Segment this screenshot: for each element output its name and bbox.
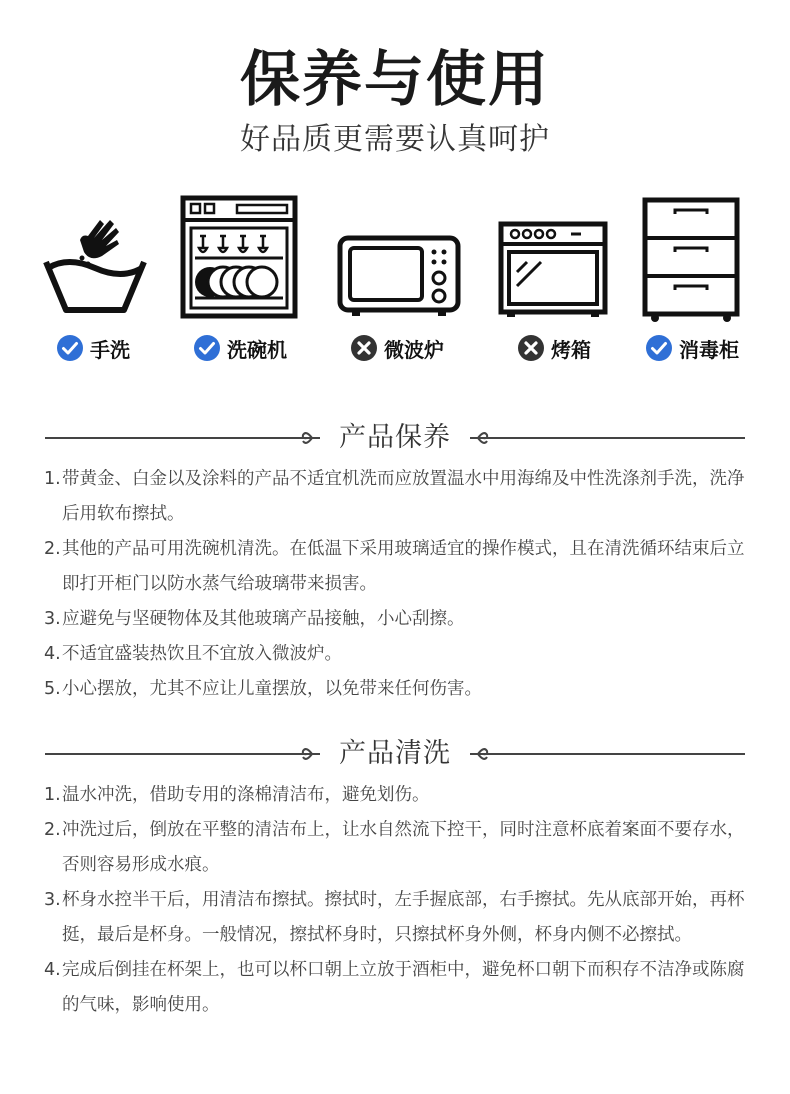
item-number: 4. (44, 644, 61, 664)
care-label-text: 烤箱 (551, 337, 591, 362)
divider-line (45, 437, 300, 439)
section-heading-maintenance (40, 416, 750, 460)
section-title: 产品保养 (339, 422, 451, 453)
care-label (322, 330, 472, 366)
care-label (617, 330, 767, 366)
oven-icon (479, 190, 629, 325)
check-circle-icon (645, 334, 673, 362)
divider-line (490, 437, 745, 439)
care-label-text: 微波炉 (384, 337, 444, 362)
item-text: 温水冲洗，借助专用的涤棉清洁布，避免划伤。 (62, 785, 430, 805)
care-label-text: 洗碗机 (227, 337, 287, 362)
care-label (165, 330, 315, 366)
ornament-icon (298, 426, 322, 450)
cross-circle-icon (517, 334, 545, 362)
cross-circle-icon (350, 334, 378, 362)
section-heading-cleaning (40, 732, 750, 776)
list-item (44, 778, 750, 813)
dishwasher-icon (165, 190, 315, 325)
care-label-text: 消毒柜 (679, 337, 739, 362)
page-subtitle: 好品质更需要认真呵护 (240, 122, 550, 157)
section-title: 产品清洗 (339, 738, 451, 769)
care-label (18, 330, 168, 366)
item-number: 3. (44, 609, 61, 629)
list-item (44, 953, 750, 1023)
care-item-oven (479, 190, 629, 370)
item-number: 4. (44, 960, 61, 980)
item-text: 不适宜盛装热饮且不宜放入微波炉。 (62, 644, 342, 664)
list-item (44, 883, 750, 953)
care-item-hand-wash (18, 190, 168, 370)
list-item (44, 672, 750, 707)
item-number: 5. (44, 679, 61, 699)
ornament-icon (298, 742, 322, 766)
care-label (479, 330, 629, 366)
list-item (44, 637, 750, 672)
check-circle-icon (56, 334, 84, 362)
care-item-microwave (322, 190, 472, 370)
check-circle-icon (193, 334, 221, 362)
item-number: 1. (44, 469, 61, 489)
maintenance-list (44, 462, 750, 707)
item-number: 2. (44, 820, 61, 840)
ornament-icon (468, 426, 492, 450)
care-item-dishwasher (165, 190, 315, 370)
item-text: 其他的产品可用洗碗机清洗。在低温下采用玻璃适宜的操作模式，且在清洗循环结束后立即打开柜门以防水蒸气给玻璃带来损害。 (62, 539, 745, 594)
list-item (44, 813, 750, 883)
item-text: 杯身水控半干后，用清洁布擦拭。擦拭时，左手握底部，右手擦拭。先从底部开始，再杯挺，最后是杯身。一般情况，擦拭杯身时，只擦拭杯身外侧，杯身内侧不必擦拭。 (62, 890, 745, 945)
list-item (44, 532, 750, 602)
item-number: 2. (44, 539, 61, 559)
list-item (44, 462, 750, 532)
page-title: 保养与使用 (240, 45, 550, 115)
item-text: 应避免与坚硬物体及其他玻璃产品接触，小心刮擦。 (62, 609, 465, 629)
item-text: 小心摆放，尤其不应让儿童摆放，以免带来任何伤害。 (62, 679, 482, 699)
item-text: 完成后倒挂在杯架上，也可以杯口朝上立放于酒柜中，避免杯口朝下而积存不洁净或陈腐的气味，影响使用。 (62, 960, 745, 1015)
sterilizer-cabinet-icon (625, 190, 775, 325)
hand-wash-icon (18, 190, 168, 325)
ornament-icon (468, 742, 492, 766)
care-item-sterilizer-cabinet (625, 190, 775, 370)
divider-line (45, 753, 300, 755)
cleaning-list (44, 778, 750, 1023)
divider-line (490, 753, 745, 755)
item-number: 3. (44, 890, 61, 910)
item-text: 带黄金、白金以及涂料的产品不适宜机洗而应放置温水中用海绵及中性洗涤剂手洗，洗净后用软布擦拭。 (62, 469, 745, 524)
item-number: 1. (44, 785, 61, 805)
item-text: 冲洗过后，倒放在平整的清洁布上，让水自然流下控干，同时注意杯底着案面不要存水，否则容易形成水痕。 (62, 820, 745, 875)
microwave-icon (322, 190, 472, 325)
care-methods-row (0, 190, 790, 380)
care-label-text: 手洗 (90, 337, 130, 362)
list-item (44, 602, 750, 637)
